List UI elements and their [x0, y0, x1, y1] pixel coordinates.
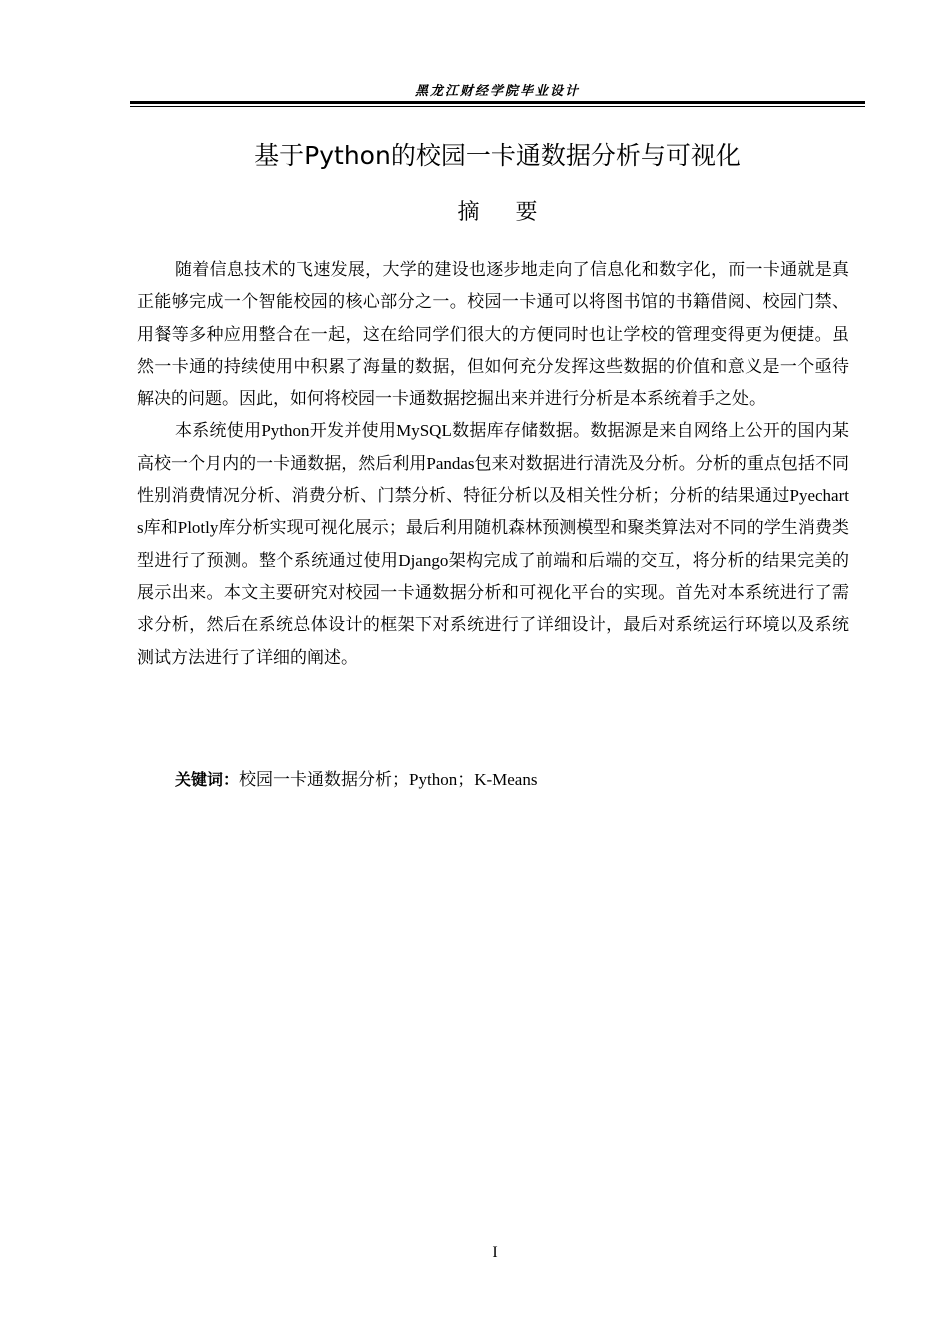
keywords-line — [137, 764, 849, 796]
running-header: 黑龙江财经学院毕业设计 — [414, 83, 580, 98]
header-rule-thin — [130, 106, 865, 107]
abstract-body — [137, 254, 849, 674]
keywords-label: 关键词： — [175, 770, 240, 789]
document-title: 基于Python的校园一卡通数据分析与可视化 — [254, 141, 741, 170]
keywords-text: 校园一卡通数据分析；Python；K-Means — [239, 770, 538, 789]
header-rule-thick — [130, 101, 865, 104]
abstract-paragraph-2: 本系统使用Python开发并使用MySQL数据库存储数据。数据源是来自网络上公开的国内某高校一个月内的一卡通数据，然后利用Pandas包来对数据进行清洗及分析。分析的重点包括不同性别消费情况分析、消费分析、门禁分析、特征分析以及相关性分析；分析的结果通过Pyecharts库和Plotly库分析实现可视化展示；最后利用随机森林预测模型和聚类算法对不同的学生消费类型进行了预测。整个系统通过使用Django架构完成了前端和后端的交互，将分析的结果完美的展示出来。本文主要研究对校园一卡通数据分析和可视化平台的实现。首先对本系统进行了需求分析，然后在系统总体设计的框架下对系统进行了详细设计，最后对系统运行环境以及系统测试方法进行了详细的阐述。 — [137, 421, 849, 667]
abstract-paragraph-1: 随着信息技术的飞速发展，大学的建设也逐步地走向了信息化和数字化，而一卡通就是真正能够完成一个智能校园的核心部分之一。校园一卡通可以将图书馆的书籍借阅、校园门禁、用餐等多种应用整合在一起，这在给同学们很大的方便同时也让学校的管理变得更为便捷。虽然一卡通的持续使用中积累了海量的数据，但如何充分发挥这些数据的价值和意义是一个亟待解决的问题。因此，如何将校园一卡通数据挖掘出来并进行分析是本系统着手之处。 — [137, 260, 849, 409]
page-number: I — [492, 1244, 498, 1261]
abstract-heading: 摘要 — [457, 200, 574, 225]
